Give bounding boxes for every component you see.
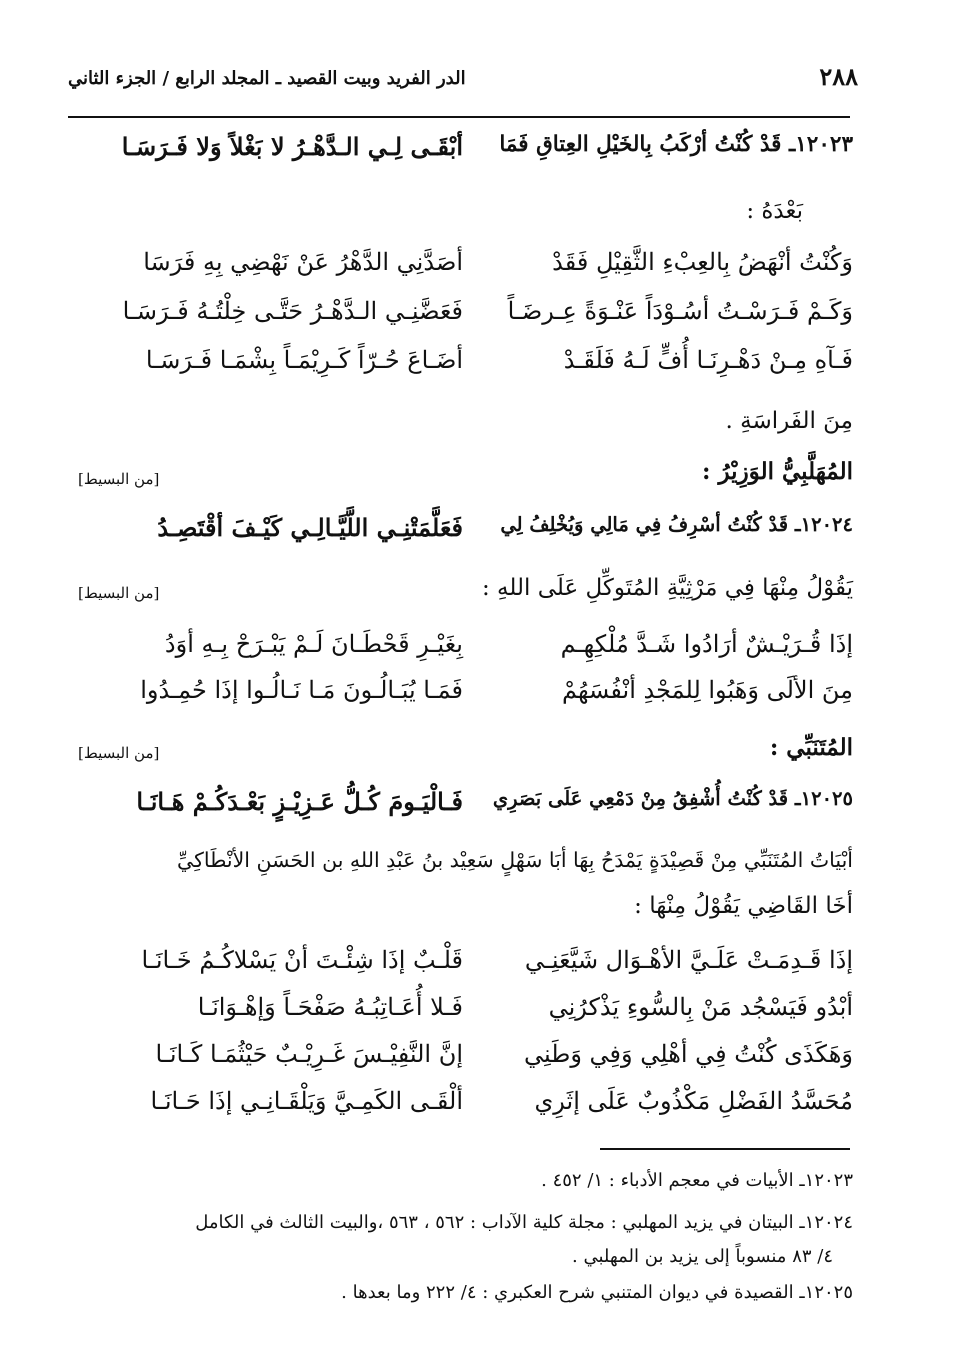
verse-left-hemistich: قَلْـبٌ إذَا شِئْـتَ أنْ يَسْلاكُـمُ خَـانَـا [141,946,463,974]
verse-left-hemistich: فَـلا أُعَـاتِبُـهُ صَفْحَـاً وَإهْـوَانَـا [197,993,463,1021]
page-number: ٢٨٨ [819,62,858,91]
entry-intro: يَقُوْلُ مِنْهَا فِي مَرْثِيَّةِ المُتَوكِّلِ عَلَى اللهِ : [481,575,853,601]
verse-right-hemistich: مِنَ الألَى وَهَبُوا لِلمَجْدِ أنْفُسَهُمْ [561,676,853,704]
verse-right-hemistich: وَهَكَذَى كُنْتُ فِي أهْلِي وَفِي وَطَنِي [523,1040,853,1068]
verse-right-hemistich: ١٢٠٢٤ـ قَدْ كُنْتُ أسْرِفُ فِي مَالِي وَيُخْلِفُ لِي [500,513,853,536]
footnote: ١٢٠٢٣ـ الأبيات في معجم الأدباء : ١/ ٤٥٢ . [541,1170,853,1191]
entry-intro: بَعْدَهُ : [746,198,803,224]
entry-outro: مِنَ الفَراسَةِ . [725,408,853,434]
verse-line [103,248,853,292]
verse-left-hemistich: فَعَضَّنِـي الـدَّهْـرُ حَتَّـى خِلْتُـهُ فَـرَسَـا [122,297,463,325]
verse-left-hemistich: ألْقَـى الكَمِـيَّ وَيَلْقَـانِـي إذَا حَـانَـا [150,1087,463,1115]
verse-12024-main [103,513,853,557]
running-header-title: الدر الفريد وبيت القصيد ـ المجلد الرابع / الجزء الثاني [68,68,466,89]
verse-line [103,297,853,341]
verse-right-hemistich: إذَا قَـدِمَـتْ عَلَـيَّ الأهْـوَال شَيَّعَنِـي [524,946,853,974]
verse-right-hemistich: وَكَـمْ فَـرَسْـتُ أسُـوْدَاً عَنْـوَةً عِـرضَـاً [507,297,853,325]
verse-left-hemistich: إنَّ النَّفِيْـسَ غَـرِيْـبٌ حَيْثُمَـا كَـانَـا [155,1040,463,1068]
poet-name: المُتَنَبِّي : [769,734,853,761]
verse-right-hemistich: أبْدُو فَيَسْجُد مَنْ بِالسُّوءِ يَذْكرُنِي [548,993,853,1021]
meter-label: [من البسيط] [78,584,160,602]
verse-line [103,946,853,990]
footnote-continuation: ٤/ ٨٣ منسوباً إلى يزيد بن المهلبي . [572,1246,833,1267]
header-rule [68,116,850,118]
verse-left-hemistich: فَمَـا يُبَـالُـونَ مَـا نَـالُـوا إذَا حُمِـدُوا [140,676,463,704]
footnote: ١٢٠٢٥ـ القصيدة في ديوان المتنبي شرح العكبري : ٤/ ٢٢٢ وما بعدها . [341,1282,853,1303]
footnote-rule [600,1148,850,1150]
verse-right-hemistich: فَـآهِ مِـنْ دَهْـرِنَـا أُفٍّ لَـهُ فَلَقَـدْ [563,346,853,374]
verse-line [103,1040,853,1084]
verse-line [103,993,853,1037]
verse-line [103,346,853,390]
verse-right-hemistich: وَكُنْتُ أنْهَضُ بِالعِبْءِ الثَّقِيْلِ فَقَدْ [552,248,853,276]
verse-line [103,676,853,720]
entry-intro-line-2: أخَا القَاضِي يَقُوْلُ مِنْهَا : [634,893,853,919]
verse-right-hemistich: مُحَسَّدُ الفَضْلِ مَكْذُوبٌ عَلَى إثَرِي [534,1087,853,1115]
verse-left-hemistich: أصَدَّنِي الدَّهْرُ عَنْ نَهْضِي بِهِ فَرَسَا [143,248,463,276]
verse-left-hemistich: أبْقَـى لِـي الـدَّهْـرُ لا بَغْلاً وَلا فَـرَسَـا [121,132,463,161]
footnote: ١٢٠٢٤ـ البيتان في يزيد المهلبي : مجلة كلية الآداب : ٥٦٢ ، ٥٦٣ ،والبيت الثالث في الكامل [195,1212,853,1233]
poet-name: المُهَلَّبِيُّ الوَزِيْرُ : [701,458,853,485]
verse-line [103,1087,853,1131]
verse-left-hemistich: فَعَلَّمَتْنِـي اللَّيَّـالِـي كَيْـفَ أقْتَصِـدُ [157,513,463,542]
verse-left-hemistich: بِغَيْـرِ قَحْطَـانَ لَـمْ يَبْـرَحْ بِـهِ أوَدُ [164,630,463,658]
verse-12023-main [103,132,853,176]
verse-right-hemistich: ١٢٠٢٥ـ قَدْ كُنْتُ أُشْفِقُ مِنْ دَمْعِي عَلَى بَصَرِي [492,787,853,810]
verse-left-hemistich: أضَـاعَ حُـرّاً كَـرِيْمَـاً بِشْمَـا فَـرَسَـا [145,346,463,374]
meter-label: [من البسيط] [78,470,160,488]
verse-right-hemistich: إذَا قُـرَيْـشٌ أرَادُوا شَـدَّ مُلْكِهِـم [560,630,853,658]
verse-line [103,630,853,674]
verse-12025-main [103,787,853,831]
verse-left-hemistich: فَـالْيَـومَ كُـلُّ عَـزِيْـزٍ بَعْـدَكُـمْ هَـانَـا [136,787,463,816]
verse-right-hemistich: ١٢٠٢٣ـ قَدْ كُنْتُ أرْكَبُ بِالخَيْلِ العِتاقِ فَمَا [499,132,853,157]
entry-intro-line-1: أبْيَاتُ المُتَنَبِّي مِنْ قَصِيْدَةٍ يَمْدَحُ بِهَا أبَا سَهْلٍ سَعِيْد بنُ عَبْدِ اللهِ بن الحَسَنِ الأنْطَاكِيِّ [177,848,853,872]
meter-label: [من البسيط] [78,744,160,762]
